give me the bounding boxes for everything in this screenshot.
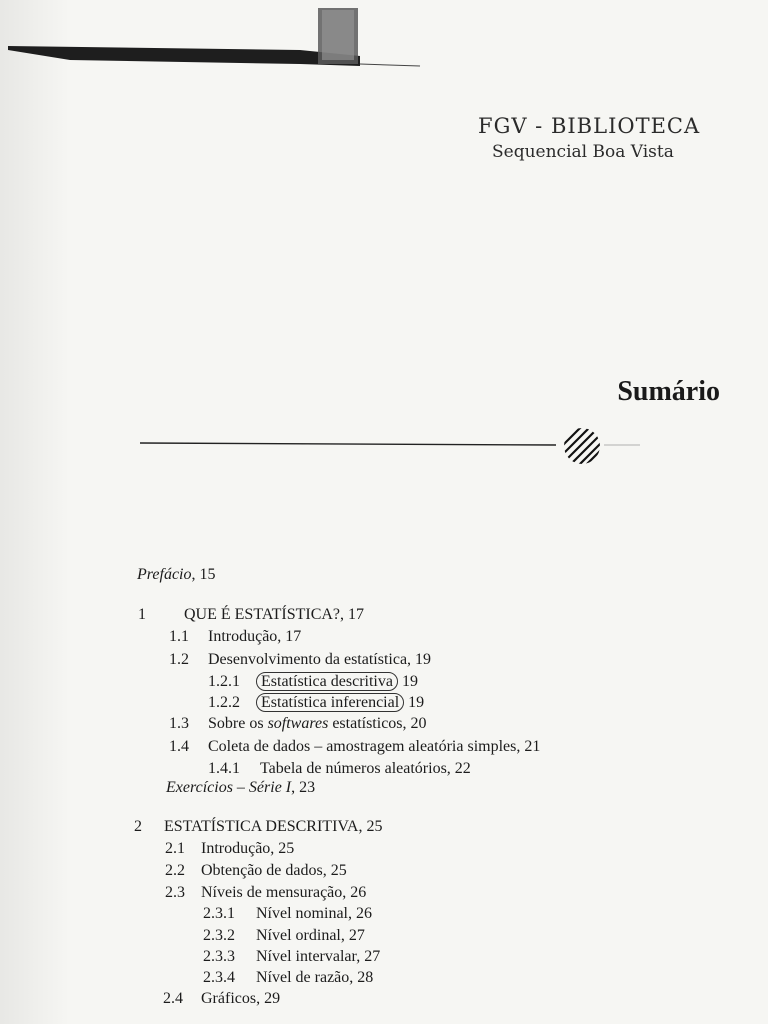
toc-label: Estatística descritiva: [256, 672, 398, 691]
toc-section-1-4-1[interactable]: [208, 760, 471, 778]
toc-label: ESTATÍSTICA DESCRITIVA, 25: [164, 818, 383, 835]
toc-section-1-2[interactable]: [169, 651, 431, 669]
toc-label: Obtenção de dados, 25: [201, 862, 347, 879]
toc-number: 2.1: [165, 840, 185, 857]
toc-section-1-3[interactable]: [169, 715, 427, 733]
toc-label-pre: Sobre os: [208, 715, 268, 732]
toc-number: 1: [138, 606, 146, 623]
toc-section-1-2-2[interactable]: [208, 694, 424, 712]
toc-label: Níveis de mensuração, 26: [201, 884, 367, 901]
toc-number: 1.4: [169, 738, 189, 755]
toc-page: , 23: [291, 779, 316, 796]
toc-label: Introdução, 25: [201, 840, 295, 857]
toc-label: Nível de razão, 28: [256, 969, 374, 986]
toc-section-2-4[interactable]: [163, 990, 280, 1008]
toc-number: 1.1: [169, 628, 189, 645]
toc-label: Nível intervalar, 27: [256, 948, 381, 965]
toc-page: 19: [397, 673, 418, 690]
toc-label: Tabela de números aleatórios, 22: [260, 760, 471, 777]
toc-section-2-3-1[interactable]: [203, 905, 372, 923]
toc-chapter-2[interactable]: [134, 818, 382, 836]
toc-section-2-3-2[interactable]: [203, 927, 365, 945]
toc-number: 1.4.1: [208, 760, 240, 777]
toc-section-2-3-3[interactable]: [203, 948, 380, 966]
stamp-sequence: Sequencial Boa Vista: [492, 142, 674, 162]
toc-section-1-1[interactable]: [169, 628, 301, 646]
toc-section-1-2-1[interactable]: [208, 673, 418, 691]
toc-number: 2.4: [163, 990, 183, 1007]
toc-prefacio[interactable]: [137, 566, 216, 584]
toc-number: 2: [134, 818, 142, 835]
toc-label: Nível ordinal, 27: [256, 927, 365, 944]
stamp-library-name: FGV - BIBLIOTECA: [478, 114, 701, 138]
toc-number: 2.3: [165, 884, 185, 901]
toc-label-post: estatísticos, 20: [328, 715, 427, 732]
toc-label: Nível nominal, 26: [256, 905, 372, 922]
toc-label: Prefácio: [137, 566, 192, 583]
page-title: Sumário: [617, 376, 720, 407]
toc-label: Gráficos, 29: [201, 990, 281, 1007]
toc-section-1-4[interactable]: [169, 738, 540, 756]
toc-number: 1.2: [169, 651, 189, 668]
toc-number: 2.2: [165, 862, 185, 879]
toc-label: Estatística inferencial: [256, 693, 404, 712]
toc-number: 1.2.1: [208, 673, 240, 690]
toc-section-2-1[interactable]: [165, 840, 294, 858]
toc-number: 2.3.4: [203, 969, 235, 986]
toc-label: Exercícios – Série I: [166, 779, 292, 796]
toc-exercicios-1[interactable]: [166, 779, 315, 797]
toc-label: Introdução, 17: [208, 628, 302, 645]
toc-section-2-2[interactable]: [165, 862, 347, 880]
toc-label: Coleta de dados – amostragem aleatória simples, 21: [208, 738, 541, 755]
toc-page: , 15: [191, 566, 216, 583]
toc-number: 1.2.2: [208, 694, 240, 711]
toc-number: 2.3.3: [203, 948, 235, 965]
toc-label: Desenvolvimento da estatística, 19: [208, 651, 432, 668]
toc-label: QUE É ESTATÍSTICA?, 17: [184, 606, 365, 623]
toc-number: 2.3.1: [203, 905, 235, 922]
toc-section-2-3[interactable]: [165, 884, 366, 902]
toc-number: 2.3.2: [203, 927, 235, 944]
toc-page: 19: [404, 694, 425, 711]
toc-label-emphasis: softwares: [267, 715, 329, 732]
toc-number: 1.3: [169, 715, 189, 732]
toc-chapter-1[interactable]: [138, 606, 364, 624]
toc-section-2-3-4[interactable]: [203, 969, 373, 987]
